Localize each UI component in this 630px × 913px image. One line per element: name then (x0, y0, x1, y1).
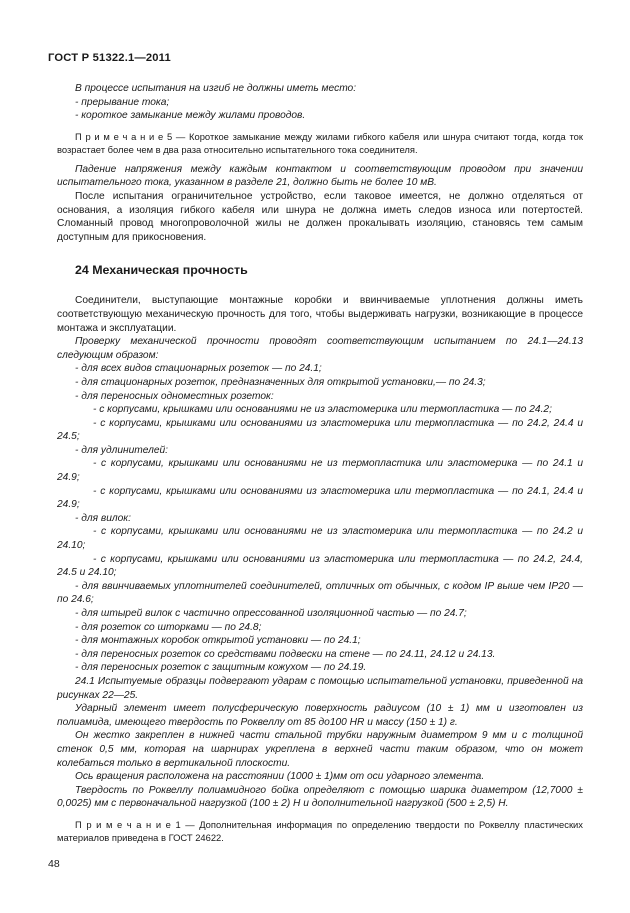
list-item: - для переносных розеток со средствами подвески на стене — по 24.11, 24.12 и 24.13. (75, 648, 496, 660)
list-item: - для монтажных коробок открытой установки — по 24.1; (75, 635, 361, 647)
list-item: - для всех видов стационарных розеток — по 24.1; (75, 363, 322, 375)
paragraph: В процессе испытания на изгиб не должны иметь место: (75, 83, 357, 94)
note: П р и м е ч а н и е 5 — Короткое замыкание между жилами гибкого кабеля или шнура считают тогда, когда ток возрастает более чем в два раза относительно испытательного тока соединителя. (57, 130, 583, 155)
paragraph: Соединители, выступающие монтажные коробки и ввинчиваемые уплотнения должны иметь соответствующую механическую прочность для того, чтобы выдерживать нагрузки, возникающие в процессе монтажа и эксплуатации. (57, 295, 583, 334)
document-header: ГОСТ Р 51322.1—2011 (48, 52, 171, 64)
list-item: - прерывание тока; (75, 96, 170, 108)
list-subitem: - с корпусами, крышками или основаниями из эластомерика или термопластика — по 24.2, 24.4 и 24.5; (57, 417, 583, 443)
page-number: 48 (48, 858, 60, 870)
list-subitem: - с корпусами, крышками или основаниями не из эластомерика или термопластика — по 24.2; (93, 404, 552, 416)
list-item: - для ввинчиваемых уплотнителей соединителей, отличных от обычных, с кодом IP выше чем IP20 — по 24.6; (57, 580, 583, 606)
list-item: - для штырей вилок с частично опрессованной изоляционной частью — по 24.7; (75, 608, 467, 619)
paragraph: Проверку механической прочности проводят соответствующим испытанием по 24.1—24.13 следующим образом: (57, 336, 583, 361)
list-subitem: - с корпусами, крышками или основаниями не из термопластика или эластомерика — по 24.1 и 24.9; (57, 458, 583, 484)
list-item: - для переносных одноместных розеток: (75, 390, 274, 402)
list-item: - для переносных розеток с защитным кожухом — по 24.19. (75, 662, 367, 674)
list-item: - для розеток со шторками — по 24.8; (75, 621, 262, 633)
list-subitem: - с корпусами, крышками или основаниями не из эластомерика или термопластика — по 24.2 и 24.10; (57, 526, 583, 552)
list-subitem: - с корпусами, крышками или основаниями из эластомерика или термопластика — по 24.2, 24.4, 24.5 и 24.10; (57, 553, 583, 579)
note: П р и м е ч а н и е 1 — Дополнительная информация по определению твердости по Роквеллу пластических материалов приведена в ГОСТ 24622. (57, 818, 583, 843)
list-item: - короткое замыкание между жилами проводов. (75, 110, 306, 122)
paragraph: Твердость по Роквеллу полиамидного бойка определяют с помощью шарика диаметром (12,7000 ± 0,0025) мм с первоначальной нагрузкой (100 ± 2) Н и дополнительной нагрузкой (500 ± 2,5) Н. (57, 784, 583, 810)
paragraph: 24.1 Испытуемые образцы подвергают ударам с помощью испытательной установки, приведенной на рисунках 22—25. (57, 675, 583, 701)
list-item: - для удлинителей: (75, 444, 169, 456)
document-body (57, 82, 583, 844)
paragraph: Он жестко закреплен в нижней части стальной трубки наружным диаметром 9 мм и с толщиной стенок 0,5 мм, которая на шарнирах укреплена в верхней части таким образом, что он может колебаться только в вертикальной плоскости. (57, 730, 583, 769)
paragraph: Падение напряжения между каждым контактом и соответствующим проводом при значении испытательного тока, указанном в разделе 21, должно быть не более 10 мВ. (57, 163, 583, 189)
list-subitem: - с корпусами, крышками или основаниями из эластомерика или термопластика — по 24.1, 24.4 и 24.9; (57, 485, 583, 511)
list-item: - для стационарных розеток, предназначенных для открытой установки,— по 24.3; (75, 376, 486, 388)
paragraph: После испытания ограничительное устройство, если таковое имеется, не должно отделяться от основания, а изоляция гибкого кабеля или шнура не должна иметь следов износа или потертостей. Сломанный провод многопроволочной жилы не должен прокалывать изоляцию, становясь тем самым доступным для прикосновения. (57, 190, 583, 243)
paragraph: Ось вращения расположена на расстоянии (1000 ± 1)мм от оси ударного элемента. (75, 771, 485, 783)
list-item: - для вилок: (75, 512, 131, 524)
section-heading: 24 Механическая прочность (75, 263, 248, 278)
paragraph: Ударный элемент имеет полусферическую поверхность радиусом (10 ± 1) мм и изготовлен из полиамида, имеющего твердость по Роквеллу от 85 до100 HR и массу (150 ± 1) г. (57, 703, 583, 728)
